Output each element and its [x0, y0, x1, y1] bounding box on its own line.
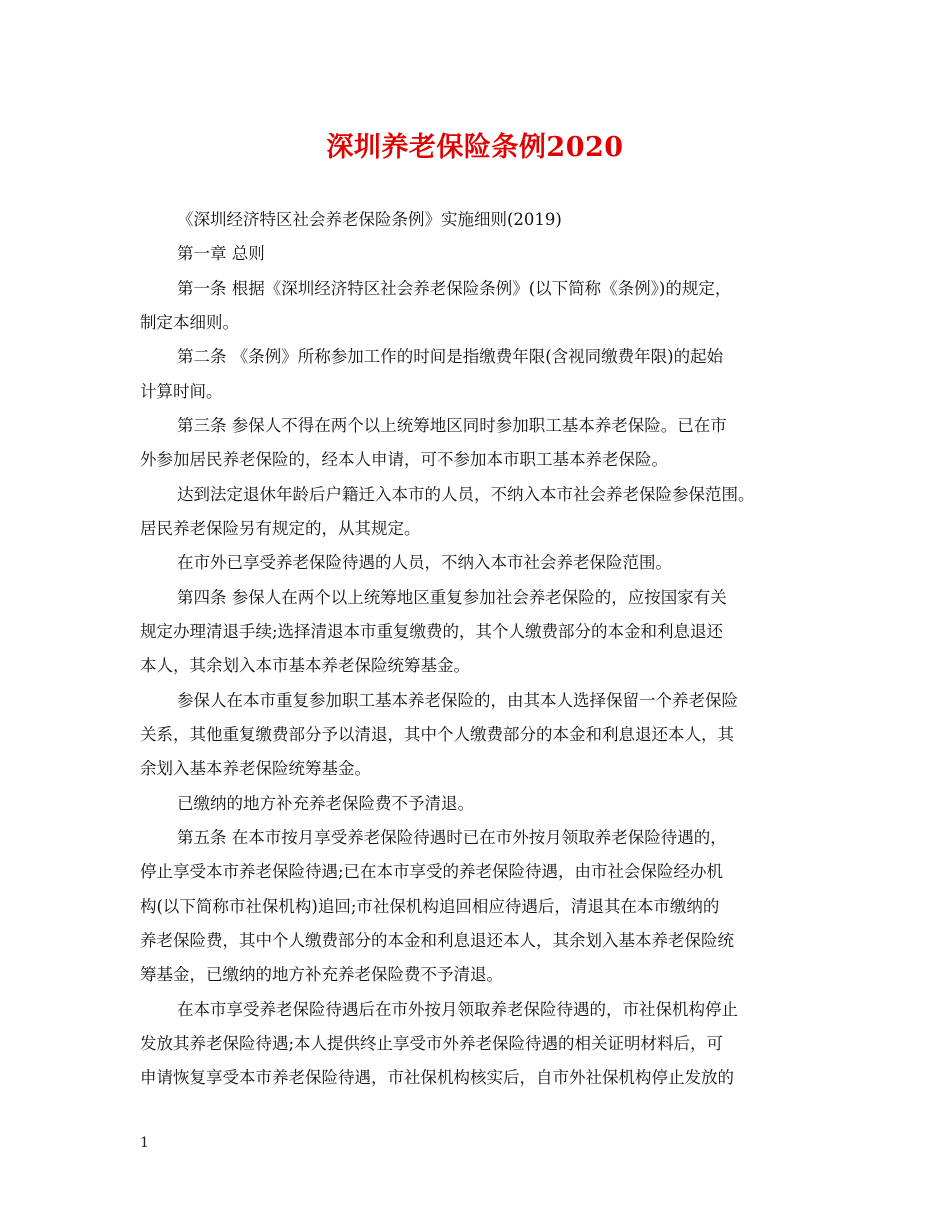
paragraph-line: 余划入基本养老保险统筹基金。	[140, 759, 371, 779]
paragraph-line: 申请恢复享受本市养老保险待遇，市社保机构核实后，自市外社保机构停止发放的	[140, 1068, 734, 1088]
paragraph-line: 外参加居民养老保险的，经本人申请，可不参加本市职工基本养老保险。	[140, 450, 668, 470]
paragraph-line: 养老保险费，其中个人缴费部分的本金和利息退还本人，其余划入基本养老保险统	[140, 930, 734, 950]
document-title: 深圳养老保险条例2020	[326, 132, 624, 163]
paragraph-line: 停止享受本市养老保险待遇;已在本市享受的养老保险待遇，由市社会保险经办机	[140, 862, 724, 882]
paragraph-line: 第五条 在本市按月享受养老保险待遇时已在市外按月领取养老保险待遇的，	[177, 827, 727, 847]
paragraph-line: 构(以下简称市社保机构)追回;市社保机构追回相应待遇后，清退其在本市缴纳的	[140, 896, 720, 916]
paragraph-line: 发放其养老保险待遇;本人提供终止享受市外养老保险待遇的相关证明材料后，可	[140, 1033, 724, 1053]
paragraph-line: 规定办理清退手续;选择清退本市重复缴费的，其个人缴费部分的本金和利息退还	[140, 621, 724, 641]
paragraph-line: 在市外已享受养老保险待遇的人员，不纳入本市社会养老保险范围。	[177, 553, 672, 573]
paragraph-line: 已缴纳的地方补充养老保险费不予清退。	[177, 793, 474, 813]
paragraph-line: 参保人在本市重复参加职工基本养老保险的，由其本人选择保留一个养老保险	[177, 690, 738, 710]
paragraph-line: 居民养老保险另有规定的，从其规定。	[140, 518, 421, 538]
paragraph-line: 第三条 参保人不得在两个以上统筹地区同时参加职工基本养老保险。已在市	[177, 415, 727, 435]
paragraph-line: 第二条 《条例》所称参加工作的时间是指缴费年限(含视同缴费年限)的起始	[177, 347, 724, 367]
paragraph-line: 达到法定退休年龄后户籍迁入本市的人员，不纳入本市社会养老保险参保范围。	[177, 484, 755, 504]
paragraph-line: 第一条 根据《深圳经济特区社会养老保险条例》(以下简称《条例》)的规定，	[177, 278, 732, 298]
paragraph-line: 计算时间。	[140, 381, 223, 401]
paragraph-line: 在本市享受养老保险待遇后在市外按月领取养老保险待遇的，市社保机构停止	[177, 999, 738, 1019]
paragraph-line: 制定本细则。	[140, 312, 239, 332]
paragraph-line: 第四条 参保人在两个以上统筹地区重复参加社会养老保险的，应按国家有关	[177, 587, 727, 607]
page-number: 1	[140, 1135, 149, 1151]
paragraph-line: 本人，其余划入本市基本养老保险统筹基金。	[140, 656, 470, 676]
document-body	[140, 203, 816, 1096]
paragraph-line: 第一章 总则	[177, 244, 265, 264]
paragraph-line: 关系，其他重复缴费部分予以清退，其中个人缴费部分的本金和利息退还本人，其	[140, 724, 734, 744]
paragraph-line: 筹基金，已缴纳的地方补充养老保险费不予清退。	[140, 965, 503, 985]
paragraph-line: 《深圳经济特区社会养老保险条例》实施细则(2019)	[177, 210, 562, 229]
